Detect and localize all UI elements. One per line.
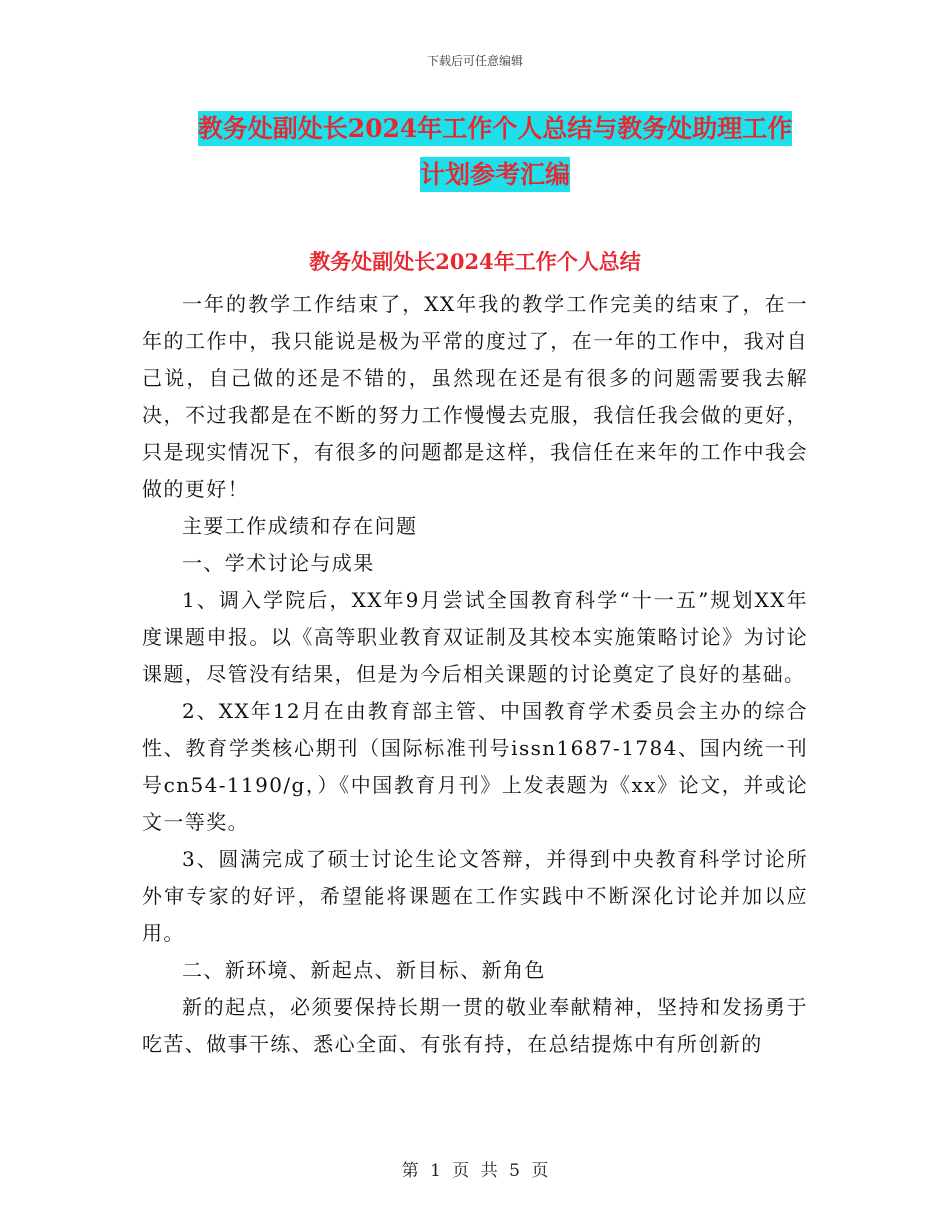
- title-line-1: 教务处副处长2024年工作个人总结与教务处助理工作: [198, 111, 793, 146]
- title-line-2: 计划参考汇编: [420, 157, 570, 192]
- document-title: [140, 106, 850, 198]
- page-footer: 第 1 页 共 5 页: [401, 1161, 549, 1181]
- document-body: [142, 286, 808, 1063]
- paragraph-item-2: 2、XX年12月在由教育部主管、中国教育学术委员会主办的综合性、教育学类核心期刊（国际标准刊号issn1687-1784、国内统一刊号cn54-1190/g，）《中国教育月刊》上发表题为《xx》论文，并或论文一等奖。: [142, 699, 808, 834]
- header-note: 下载后可任意编辑: [426, 54, 523, 68]
- paragraph-heading-new-role: 二、新环境、新起点、新目标、新角色: [182, 958, 546, 982]
- paragraph-item-1: 1、调入学院后，XX年9月尝试全国教育科学“十一五”规划XX年度课题申报。以《高等职业教育双证制及其校本实施策略讨论》为讨论课题，尽管没有结果，但是为今后相关课题的讨论奠定了良好的基础。: [142, 588, 808, 686]
- paragraph-intro: 一年的教学工作结束了，XX年我的教学工作完美的结束了，在一年的工作中，我只能说是极为平常的度过了，在一年的工作中，我对自己说，自己做的还是不错的，虽然现在还是有很多的问题需要我去解决，不过我都是在不断的努力工作慢慢去克服，我信任我会做的更好，只是现实情况下，有很多的问题都是这样，我信任在来年的工作中我会做的更好！: [142, 292, 808, 501]
- paragraph-new-start: 新的起点，必须要保持长期一贯的敬业奉献精神，坚持和发扬勇于吃苦、做事干练、悉心全面、有张有持，在总结提炼中有所创新的: [142, 995, 808, 1056]
- paragraph-heading-achievements: 主要工作成绩和存在问题: [182, 514, 418, 538]
- section-title: 教务处副处长2024年工作个人总结: [309, 249, 641, 274]
- paragraph-item-3: 3、圆满完成了硕士讨论生论文答辩，并得到中央教育科学讨论所外审专家的好评，希望能将课题在工作实践中不断深化讨论并加以应用。: [142, 847, 808, 945]
- paragraph-heading-academic: 一、学术讨论与成果: [182, 551, 375, 575]
